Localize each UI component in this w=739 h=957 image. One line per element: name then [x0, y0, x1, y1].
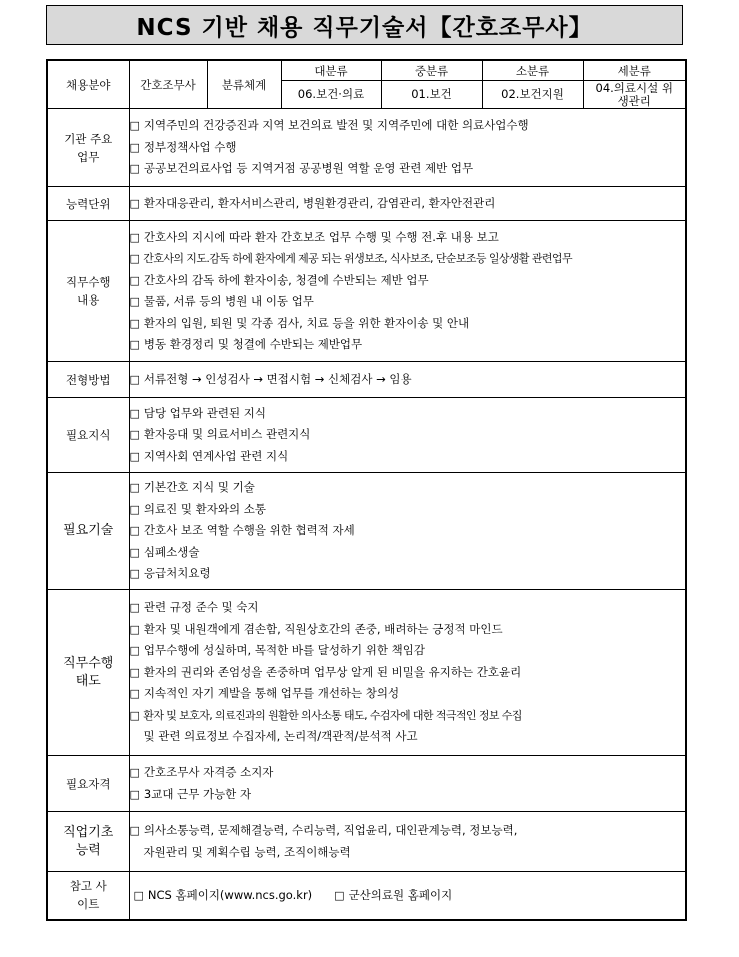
checkbox-icon: □ [129, 644, 140, 658]
minor-class-value: 02.보건지원 [482, 81, 583, 109]
selection-method-content [129, 362, 686, 398]
checkbox-icon: □ [129, 372, 140, 386]
required-skills-content [129, 473, 686, 590]
list-item: □ 지역사회 연계사업 관련 지식 [129, 448, 289, 463]
hospital-site-link[interactable]: □ 군산의료원 홈페이지 [334, 887, 453, 902]
list-item: □ 의사소통능력, 문제해결능력, 수리능력, 직업윤리, 대인관계능력, 정보능력, [129, 823, 518, 837]
list-item: □ 3교대 근무 가능한 자 [129, 786, 252, 801]
checkbox-icon: □ [129, 481, 140, 495]
ncs-site-link[interactable]: □ NCS 홈페이지(www.ncs.go.kr) [133, 887, 313, 902]
list-item: □ 업무수행에 성실하며, 목적한 바를 달성하기 위한 책임감 [129, 643, 425, 658]
job-content-label: 직무수행 내용 [47, 221, 129, 362]
list-item: □ 환자의 입원, 퇴원 및 각종 검사, 치료 등을 위한 환자이송 및 안내 [129, 315, 470, 330]
checkbox-icon: □ [129, 162, 140, 176]
checkbox-icon: □ [129, 665, 140, 679]
middle-class-header: 중분류 [381, 60, 482, 81]
list-item: □ 응급처치요령 [129, 566, 211, 581]
minor-class-header: 소분류 [482, 60, 583, 81]
list-item: □ 정부정책사업 수행 [129, 139, 237, 154]
checkbox-icon: □ [129, 140, 140, 154]
checkbox-icon: □ [129, 316, 140, 330]
checkbox-icon: □ [129, 406, 140, 420]
basic-competency-label: 직업기초 능력 [47, 812, 129, 872]
major-class-header: 대분류 [281, 60, 381, 81]
list-item-continuation: 및 관련 의료정보 수집자세, 논리적/객관적/분석적 사고 [143, 729, 418, 744]
agency-duties-content [129, 109, 686, 187]
checkbox-icon: □ [129, 295, 140, 308]
checkbox-icon: □ [129, 502, 140, 516]
detail-class-header: 세분류 [583, 60, 686, 81]
checkbox-icon: □ [129, 545, 140, 559]
checkbox-icon: □ [129, 567, 140, 581]
classification-label: 분류체계 [207, 60, 281, 109]
checkbox-icon: □ [129, 196, 140, 210]
detail-class-value: 04.의료시설 위생관리 [583, 81, 686, 109]
checkbox-icon: □ [129, 824, 140, 837]
checkbox-icon: □ [129, 708, 140, 722]
list-item: □ 지역주민의 건강증진과 지역 보건의료 발전 및 지역주민에 대한 의료사업수행 [129, 118, 529, 133]
list-item: □ 간호조무사 자격증 소지자 [129, 765, 274, 779]
document-title: NCS 기반 채용 직무기술서【간호조무사】 [46, 5, 683, 45]
middle-class-value: 01.보건 [381, 81, 482, 109]
checkbox-icon: □ [129, 787, 140, 801]
list-item: □ 간호사의 지시에 따라 환자 간호보조 업무 수행 및 수행 전.후 내용 보고 [129, 229, 499, 244]
list-item: □ 공공보건의료사업 등 지역거점 공공병원 역할 운영 관련 제반 업무 [129, 161, 474, 176]
list-item: □ 환자 및 보호자, 의료진과의 원활한 의사소통 태도, 수검자에 대한 적극적인 정보 수집 [129, 708, 522, 722]
list-item: □ 기본간호 지식 및 기술 [129, 480, 255, 495]
list-item: □ 환자대응관리, 환자서비스관리, 병원환경관리, 감염관리, 환자안전관리 [129, 195, 496, 210]
required-knowledge-content [129, 398, 686, 473]
checkbox-icon: □ [129, 230, 140, 244]
list-item: □ 담당 업무와 관련된 지식 [129, 405, 266, 420]
job-description-table [46, 59, 687, 921]
list-item: □ 환자 및 내원객에게 겸손함, 직원상호간의 존중, 배려하는 긍정적 마인드 [129, 621, 503, 636]
field-label: 채용분야 [47, 60, 129, 109]
job-attitude-content [129, 590, 686, 756]
required-qualifications-content [129, 756, 686, 812]
checkbox-icon: □ [129, 252, 140, 265]
checkbox-icon: □ [129, 119, 140, 133]
field-value: 간호조무사 [129, 60, 207, 109]
checkbox-icon: □ [129, 338, 140, 351]
list-item: □ 환자응대 및 의료서비스 관련지식 [129, 427, 311, 442]
list-item: □ 간호사의 감독 하에 환자이송, 청결에 수반되는 제반 업무 [129, 272, 429, 287]
list-item: □ 간호사 보조 역할 수행을 위한 협력적 자세 [129, 523, 355, 538]
list-item: □ 심폐소생술 [129, 544, 200, 559]
list-item: □ 물품, 서류 등의 병원 내 이동 업무 [129, 294, 314, 308]
checkbox-icon: □ [133, 888, 144, 902]
agency-duties-label: 기관 주요업무 [47, 109, 129, 187]
list-item-continuation: 자원관리 및 계획수립 능력, 조직이해능력 [143, 844, 351, 859]
list-item: □ 환자의 권리와 존엄성을 존중하며 업무상 알게 된 비밀을 유지하는 간호윤리 [129, 664, 522, 679]
list-item: □ 지속적인 자기 계발을 통해 업무를 개선하는 창의성 [129, 686, 400, 701]
checkbox-icon: □ [129, 273, 140, 287]
checkbox-icon: □ [129, 622, 140, 636]
ability-units-label: 능력단위 [47, 187, 129, 221]
checkbox-icon: □ [129, 687, 140, 701]
job-content-content [129, 221, 686, 362]
job-attitude-label: 직무수행 태도 [47, 590, 129, 756]
basic-competency-content [129, 812, 686, 872]
required-qualifications-label: 필요자격 [47, 756, 129, 812]
checkbox-icon: □ [334, 888, 345, 902]
list-item: □ 서류전형 → 인성검사 → 면접시험 → 신체검사 → 임용 [129, 371, 412, 386]
selection-method-label: 전형방법 [47, 362, 129, 398]
list-item: □ 간호사의 지도.감독 하에 환자에게 제공 되는 위생보조, 식사보조, 단순보조등 일상생활 관련업무 [129, 252, 572, 265]
list-item: □ 병동 환경정리 및 청결에 수반되는 제반업무 [129, 337, 363, 351]
reference-sites-label: 참고 사이트 [47, 872, 129, 920]
checkbox-icon: □ [129, 449, 140, 463]
required-skills-label: 필요기술 [47, 473, 129, 590]
list-item: □ 의료진 및 환자와의 소통 [129, 501, 266, 516]
checkbox-icon: □ [129, 766, 140, 779]
major-class-value: 06.보건·의료 [281, 81, 381, 109]
reference-sites-content [129, 872, 686, 920]
checkbox-icon: □ [129, 601, 140, 615]
ability-units-content [129, 187, 686, 221]
required-knowledge-label: 필요지식 [47, 398, 129, 473]
checkbox-icon: □ [129, 428, 140, 442]
checkbox-icon: □ [129, 524, 140, 538]
list-item: □ 관련 규정 준수 및 숙지 [129, 600, 259, 615]
